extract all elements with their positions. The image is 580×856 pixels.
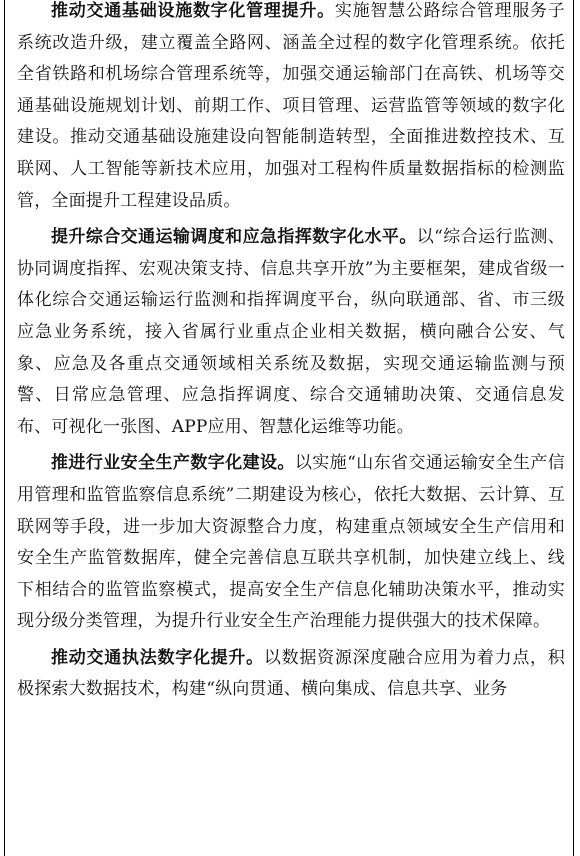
document-page (4, 0, 574, 856)
paragraph-heading: 推动交通执法数字化提升。 (51, 647, 264, 668)
paragraph-heading: 推进行业安全生产数字化建设。 (51, 453, 295, 474)
paragraph-body: 以实施“山东省交通运输安全生产信用管理和监管监察信息系统”二期建设为核心，依托大数据、云计算、互联网等手段，进一步加大资源整合力度，构建重点领域安全生产信用和安全生产监管数据库，健全完善信息互联共享机制，加快建立线上、线下相结合的监管监察模式，提高安全生产信息化辅助决策水平，推动实现分级分类管理，为提升行业安全生产治理能力提供强大的技术保障。 (17, 453, 565, 632)
paragraph-dispatch (17, 222, 565, 443)
paragraph-body: 以“综合运行监测、协同调度指挥、宏观决策支持、信息共享开放”为主要框架，建成省级一体化综合交通运输运行监测和指挥调度平台，纵向联通部、省、市三级应急业务系统，接入省属行业重点企业相关数据，横向融合公安、气象、应急及各重点交通领域相关系统及数据，实现交通运输监测与预警、日常应急管理、应急指挥调度、综合交通辅助决策、交通信息发布、可视化一张图、APP应用、智慧化运维等功能。 (17, 227, 565, 437)
paragraph-heading: 提升综合交通运输调度和应急指挥数字化水平。 (51, 227, 417, 248)
paragraph-body: 以数据资源深度融合应用为着力点，积极探索大数据技术，构建“纵向贯通、横向集成、信息共享、业务 (17, 647, 565, 700)
paragraph-body: 实施智慧公路综合管理服务子系统改造升级，建立覆盖全路网、涵盖全过程的数字化管理系统。依托全省铁路和机场综合管理系统等，加强交通运输部门在高铁、机场等交通基础设施规划计划、前期工作、项目管理、运营监管等领域的数字化建设。推动交通基础设施建设向智能制造转型，全面推进数控技术、互联网、人工智能等新技术应用，加强对工程构件质量数据指标的检测监管，全面提升工程建设品质。 (17, 1, 565, 211)
paragraph-safety (17, 448, 565, 638)
paragraph-infrastructure (17, 0, 565, 217)
paragraph-enforcement (17, 643, 565, 706)
paragraph-heading: 推动交通基础设施数字化管理提升。 (51, 1, 335, 21)
